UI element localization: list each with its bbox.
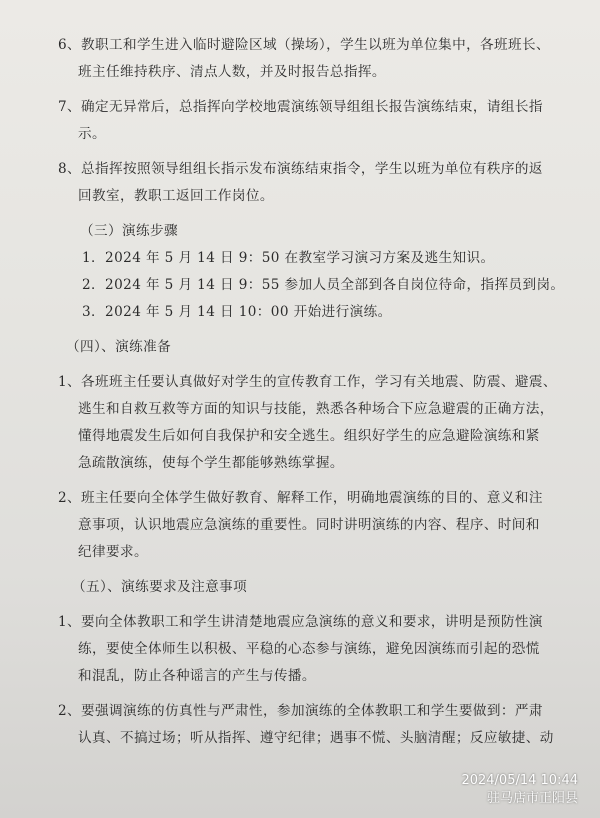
- section-4-para-1: [58, 369, 578, 477]
- s4p2-line-2: 意事项，认识地震应急演练的重要性。同时讲明演练的内容、程序、时间和: [78, 517, 540, 533]
- list-item-6: [58, 32, 578, 86]
- watermark-location: 驻马店市正阳县: [486, 791, 578, 806]
- list-item-7: [58, 94, 578, 148]
- item-6-line-2: 班主任维持秩序、清点人数，并及时报告总指挥。: [78, 64, 386, 80]
- document-body: [58, 32, 578, 752]
- s4p2-line-3: 纪律要求。: [78, 544, 148, 560]
- section-5-para-1: [58, 609, 578, 690]
- s4p1-line-3: 懂得地震发生后如何自我保护和安全逃生。组织好学生的应急避险演练和紧: [78, 428, 540, 444]
- s4p1-line-2: 逃生和自救互救等方面的知识与技能，熟悉各种场合下应急避震的正确方法，: [78, 401, 554, 417]
- section-4-title: （四）、演练准备: [66, 339, 172, 355]
- section-4-para-2: [58, 485, 578, 566]
- step-1: 1．2024 年 5 月 14 日 9：50 在教室学习演习方案及逃生知识。: [82, 250, 495, 266]
- item-7-line-1: 7、确定无异常后，总指挥向学校地震演练领导组组长报告演练结束，请组长指: [58, 99, 543, 115]
- s5p1-line-1: 1、要向全体教职工和学生讲清楚地震应急演练的意义和要求，讲明是预防性演: [58, 614, 543, 630]
- item-7-line-2: 示。: [78, 126, 106, 142]
- s5p1-line-2: 练，要使全体师生以积极、平稳的心态参与演练，避免因演练而引起的恐慌: [78, 641, 540, 657]
- s5p2-line-2: 认真、不搞过场；听从指挥、遵守纪律；遇事不慌、头脑清醒；反应敏捷、动: [78, 730, 554, 746]
- section-3-title: （三）演练步骤: [80, 223, 178, 239]
- s4p2-line-1: 2、班主任要向全体学生做好教育、解释工作，明确地震演练的目的、意义和注: [58, 490, 543, 506]
- s4p1-line-1: 1、各班班主任要认真做好对学生的宣传教育工作，学习有关地震、防震、避震、: [58, 374, 557, 390]
- list-item-8: [58, 156, 578, 210]
- item-6-line-1: 6、教职工和学生进入临时避险区域（操场），学生以班为单位集中，各班班长、: [58, 37, 551, 53]
- step-3: 3．2024 年 5 月 14 日 10：00 开始进行演练。: [82, 304, 392, 320]
- step-2: 2．2024 年 5 月 14 日 9：55 参加人员全部到各自岗位待命，指挥员到岗。: [82, 277, 565, 293]
- section-5-para-2: [58, 698, 578, 752]
- s5p2-line-1: 2、要强调演练的仿真性与严肃性，参加演练的全体教职工和学生要做到：严肃: [58, 703, 543, 719]
- item-8-line-1: 8、总指挥按照领导组组长指示发布演练结束指令，学生以班为单位有秩序的返: [58, 161, 543, 177]
- item-8-line-2: 回教室，教职工返回工作岗位。: [78, 188, 274, 204]
- watermark-datetime: 2024/05/14 10:44: [461, 773, 578, 788]
- section-5-title: （五）、演练要求及注意事项: [72, 579, 248, 595]
- s5p1-line-3: 和混乱，防止各种谣言的产生与传播。: [78, 668, 316, 684]
- section-3-steps: [58, 245, 578, 326]
- photo-timestamp-watermark: [461, 772, 578, 808]
- s4p1-line-4: 急疏散演练，使每个学生都能够熟练掌握。: [78, 455, 344, 471]
